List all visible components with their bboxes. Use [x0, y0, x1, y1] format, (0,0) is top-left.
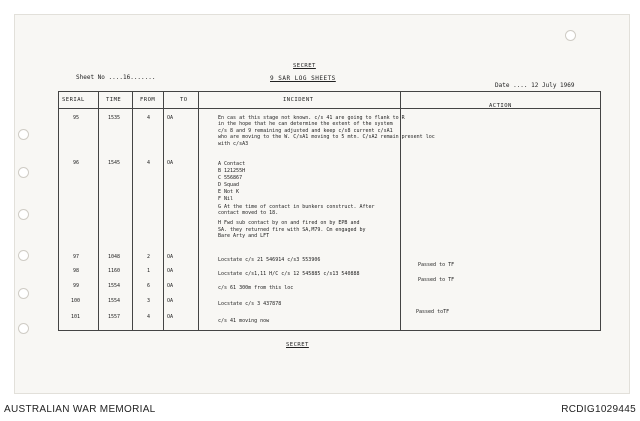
- cell-to: OA: [167, 254, 174, 260]
- incident-line: G At the time of contact in bunkers construct. After: [218, 204, 375, 210]
- punch-hole: [18, 167, 29, 178]
- col-rule-right: [600, 91, 601, 330]
- cell-serial: 95: [73, 115, 80, 121]
- punch-hole: [18, 209, 29, 220]
- cell-to: OA: [167, 115, 174, 121]
- col-rule-serial: [98, 91, 99, 330]
- punch-hole: [565, 30, 576, 41]
- incident-line: Locstate c/s1,11 H/C c/s 12 545885 c/s13 540888: [218, 271, 360, 277]
- col-rule-to: [198, 91, 199, 330]
- incident-line: SA. they returned fire with SA,M79. Cm engaged by: [218, 227, 366, 233]
- incident-line: B 121255H: [218, 168, 246, 174]
- archive-credit: AUSTRALIAN WAR MEMORIAL: [4, 404, 156, 415]
- cell-serial: 99: [73, 283, 80, 289]
- incident-line: E Not K: [218, 189, 240, 195]
- cell-time: 1535: [108, 115, 121, 121]
- header-serial: SERIAL: [62, 97, 85, 103]
- date-value: 12 July 1969: [531, 82, 575, 89]
- incident-line: c/s 61 300m from this loc: [218, 285, 294, 291]
- punch-hole: [18, 250, 29, 261]
- incident-line: Locstate c/s 3 437878: [218, 301, 282, 307]
- cell-action: Passed to TF: [418, 277, 455, 283]
- cell-serial: 96: [73, 160, 80, 166]
- col-rule-incident: [400, 91, 401, 330]
- cell-to: OA: [167, 268, 174, 274]
- cell-from: 4: [147, 115, 151, 121]
- cell-time: 1048: [108, 254, 121, 260]
- cell-serial: 101: [71, 314, 81, 320]
- cell-from: 2: [147, 254, 151, 260]
- incident-line: Bare Arty and LFT: [218, 233, 270, 239]
- log-title: 9 SAR LOG SHEETS: [270, 75, 336, 82]
- cell-from: 3: [147, 298, 151, 304]
- date-label: Date: [495, 82, 510, 89]
- classification-bottom: SECRET: [286, 342, 309, 348]
- cell-action: Passed toTF: [416, 309, 450, 315]
- cell-time: 1160: [108, 268, 121, 274]
- cell-serial: 100: [71, 298, 81, 304]
- incident-line: who are moving to the W. C/sA1 moving to 5 mtn. C/sA2 remain present loc: [218, 134, 435, 140]
- col-rule-from: [163, 91, 164, 330]
- cell-to: OA: [167, 298, 174, 304]
- incident-line: Locstate c/s 21 546914 c/s3 553906: [218, 257, 321, 263]
- archive-reference: RCDIG1029445: [561, 404, 636, 415]
- cell-from: 1: [147, 268, 151, 274]
- header-to: TO: [180, 97, 188, 103]
- cell-from: 4: [147, 314, 151, 320]
- incident-line: H Fwd sub contact by on and fired on by EPB and: [218, 220, 360, 226]
- cell-to: OA: [167, 160, 174, 166]
- header-action: ACTION: [489, 103, 512, 109]
- cell-serial: 97: [73, 254, 80, 260]
- cell-to: OA: [167, 283, 174, 289]
- sheet-number-label: Sheet No ....16.......: [76, 74, 156, 81]
- classification-top: SECRET: [293, 63, 316, 69]
- cell-to: OA: [167, 314, 174, 320]
- incident-line: with c/sA3: [218, 141, 249, 147]
- sheet-number: 16: [122, 74, 131, 81]
- sheet-label: Sheet No: [76, 74, 105, 81]
- cell-serial: 98: [73, 268, 80, 274]
- cell-from: 4: [147, 160, 151, 166]
- cell-time: 1545: [108, 160, 121, 166]
- incident-line: En cas at this stage not known. c/s 41 are going to flank to R: [218, 115, 405, 121]
- table-top-rule: [58, 91, 601, 92]
- header-incident: INCIDENT: [283, 97, 314, 103]
- header-from: FROM: [140, 97, 156, 103]
- table-bottom-rule: [58, 330, 601, 331]
- cell-time: 1557: [108, 314, 121, 320]
- incident-line: A Contact: [218, 161, 246, 167]
- incident-line: C 556867: [218, 175, 243, 181]
- cell-from: 6: [147, 283, 151, 289]
- cell-action: Passed to TF: [418, 262, 455, 268]
- col-rule-left: [58, 91, 59, 330]
- incident-line: D Squad: [218, 182, 240, 188]
- incident-line: c/s 8 and 9 remaining adjusted and keep c/s8 current c/sA1: [218, 128, 393, 134]
- table-header-rule: [58, 108, 601, 109]
- punch-hole: [18, 129, 29, 140]
- incident-line: F Nil: [218, 196, 234, 202]
- header-time: TIME: [106, 97, 122, 103]
- col-rule-time: [132, 91, 133, 330]
- punch-hole: [18, 288, 29, 299]
- date-field: Date .... 12 July 1969: [495, 82, 575, 89]
- incident-line: in the hope that he can determine the extent of the system: [218, 121, 393, 127]
- incident-line: c/s 41 moving now: [218, 318, 270, 324]
- punch-hole: [18, 323, 29, 334]
- cell-time: 1554: [108, 298, 121, 304]
- cell-time: 1554: [108, 283, 121, 289]
- incident-line: contact moved to 18.: [218, 210, 279, 216]
